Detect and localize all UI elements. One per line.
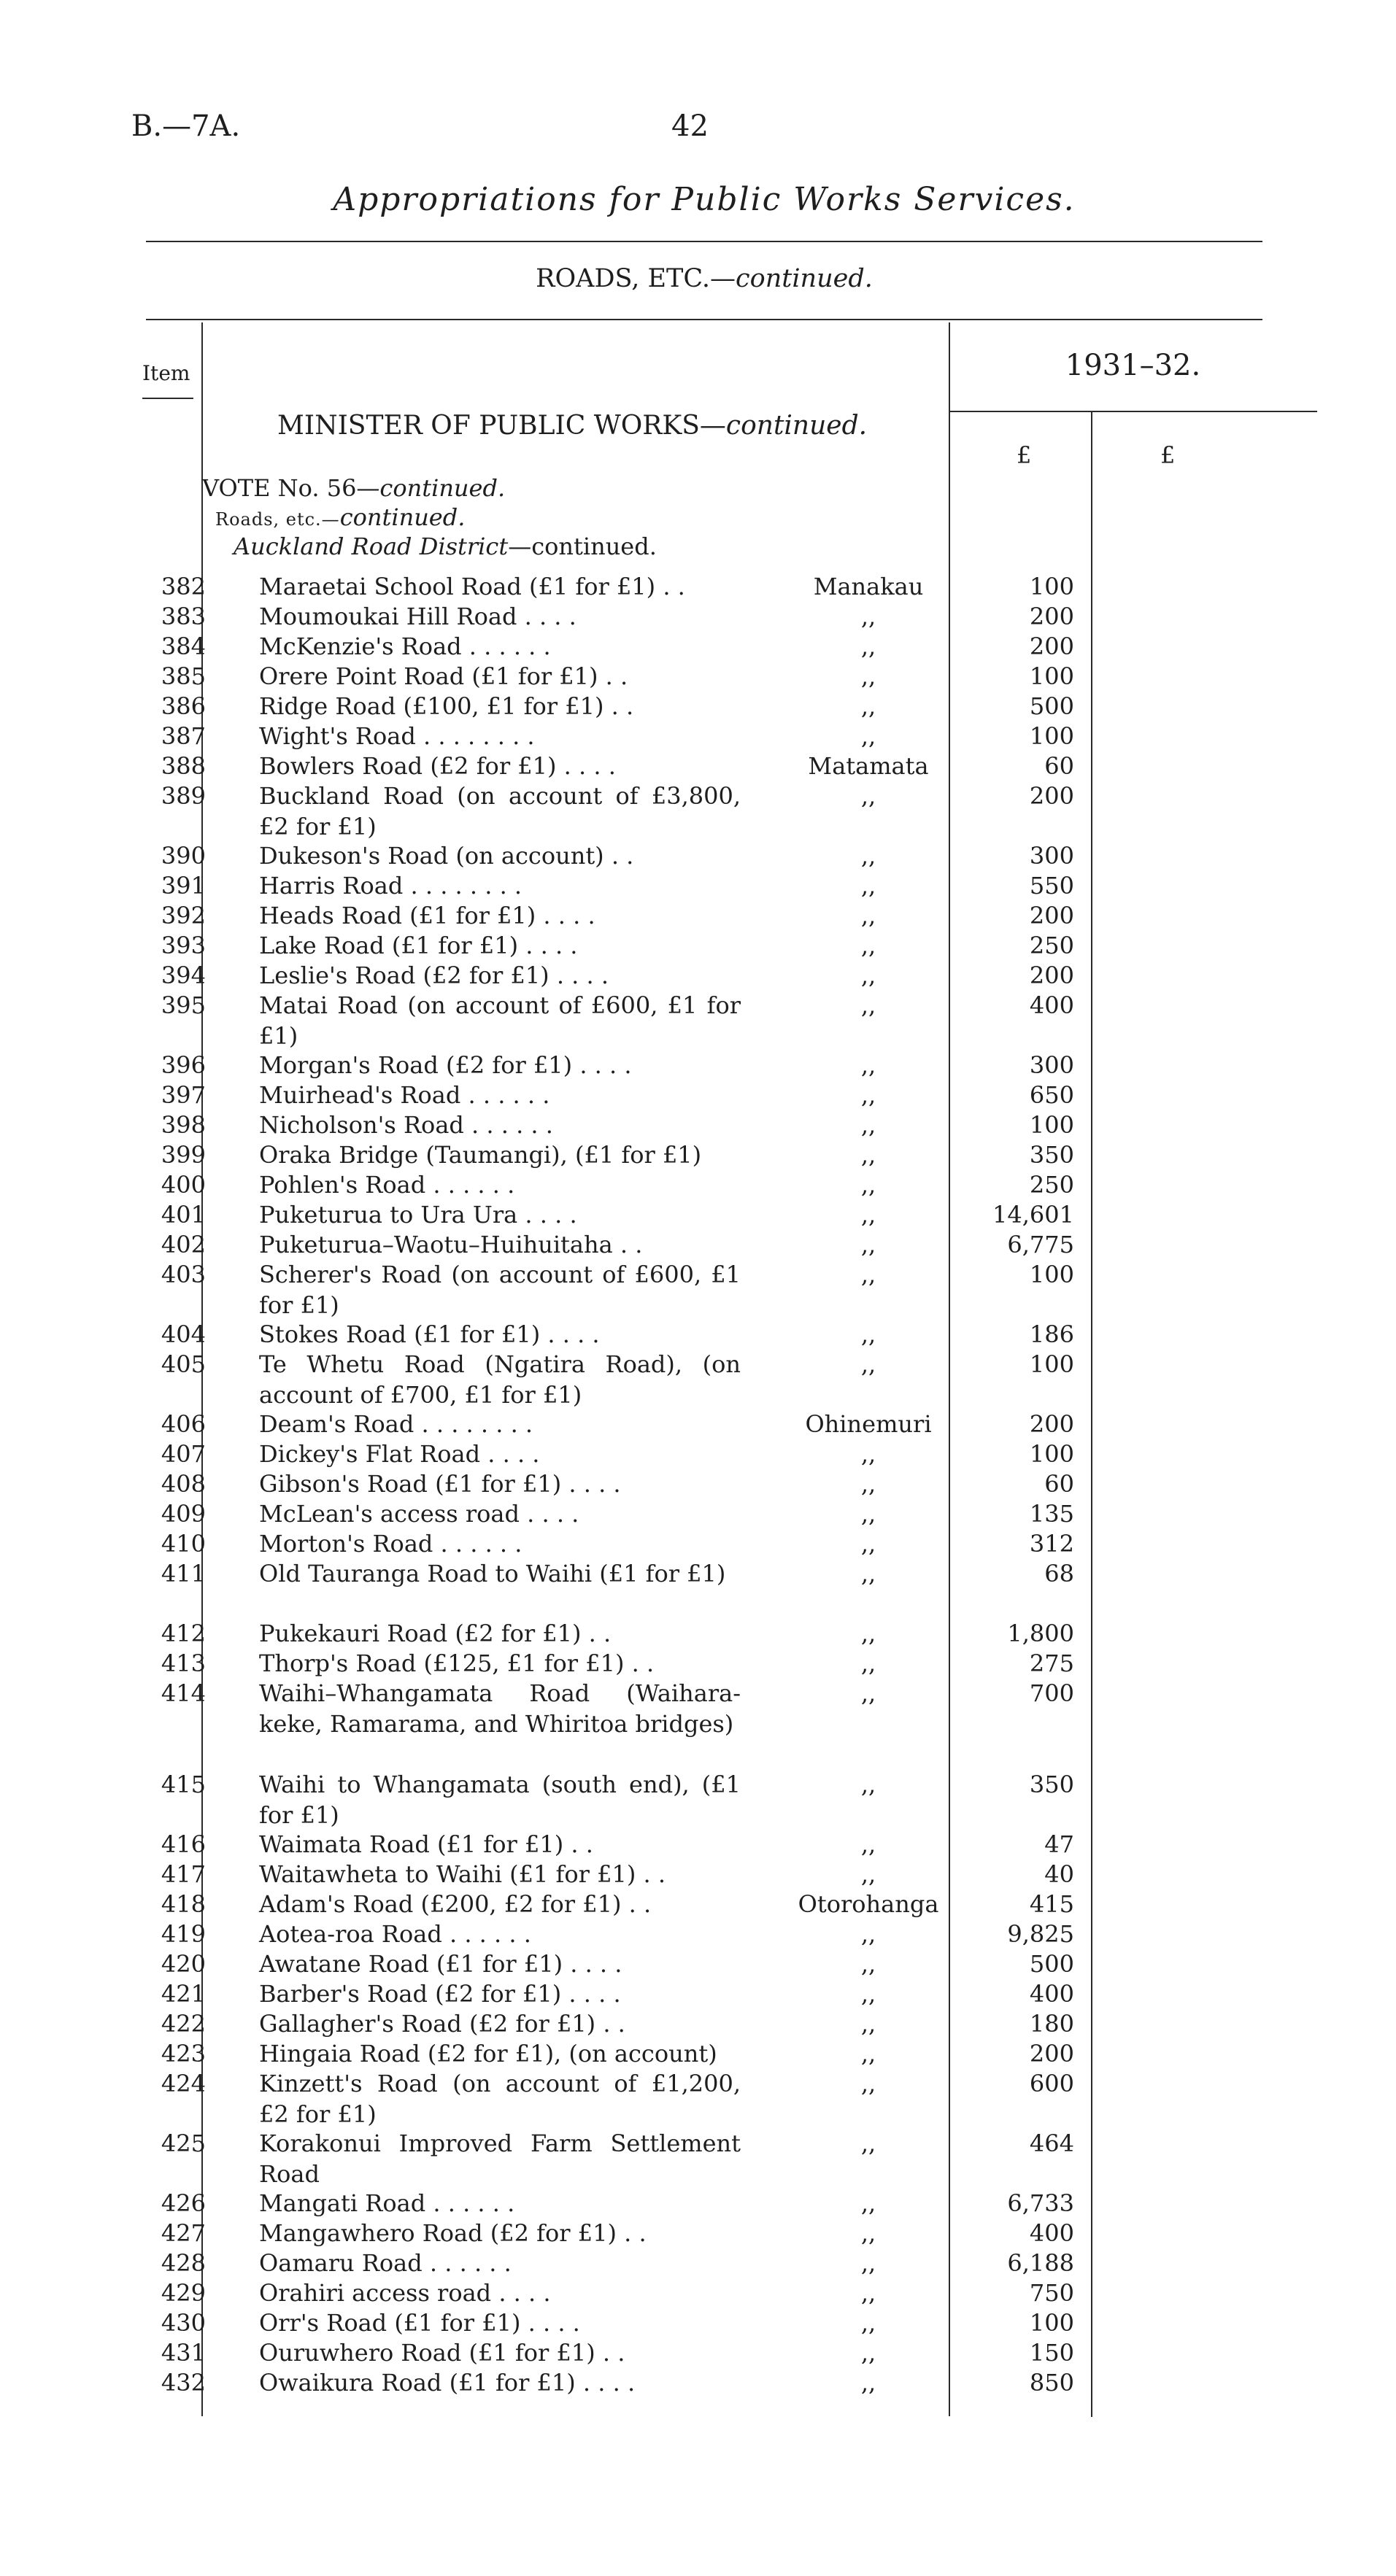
- item-number: 425: [161, 2130, 206, 2157]
- amount-value: 200: [1029, 633, 1074, 660]
- road-description: Lake Road (£1 for £1) . . . .: [259, 932, 578, 959]
- item-number: 417: [161, 1860, 206, 1888]
- district-subheading: [234, 533, 657, 560]
- item-number: 429: [161, 2279, 206, 2307]
- section-heading: [146, 264, 1262, 293]
- road-description: Waihi to Whangamata (south end), (£1 for £1): [259, 1771, 741, 1829]
- district-name: ,,: [860, 1320, 876, 1348]
- amount-column-rule: [949, 322, 950, 2416]
- district-name: ,,: [860, 782, 876, 810]
- road-description: Ouruwhero Road (£1 for £1) . .: [259, 2339, 625, 2367]
- district-name: ,,: [860, 2070, 876, 2097]
- amount-value: 6,733: [1007, 2189, 1074, 2217]
- district-name: ,,: [860, 2040, 876, 2068]
- amount-value: 9,825: [1007, 1920, 1074, 1948]
- section-heading-text: ROADS, ETC.—: [536, 264, 736, 293]
- amount-value: 400: [1029, 991, 1074, 1019]
- road-description: Heads Road (£1 for £1) . . . .: [259, 902, 595, 929]
- district-name: ,,: [860, 1261, 876, 1288]
- amount-value: 850: [1029, 2369, 1074, 2397]
- district-name: ,,: [860, 962, 876, 989]
- item-number: 395: [161, 991, 206, 1019]
- amount-value: 750: [1029, 2279, 1074, 2307]
- amount-value: 100: [1029, 1440, 1074, 1468]
- district-name: ,,: [860, 1560, 876, 1587]
- item-number: 406: [161, 1410, 206, 1438]
- road-description: Nicholson's Road . . . . . .: [259, 1111, 553, 1139]
- district-name: ,,: [860, 1350, 876, 1378]
- district-name: ,,: [860, 902, 876, 929]
- amount-value: 300: [1029, 1051, 1074, 1079]
- amount-value: 100: [1029, 2309, 1074, 2337]
- district-subheading-suffix: —continued.: [508, 533, 657, 560]
- item-number: 405: [161, 1350, 206, 1378]
- amount-value: 100: [1029, 1261, 1074, 1288]
- road-description: Gallagher's Road (£2 for £1) . .: [259, 2010, 625, 2038]
- item-number: 427: [161, 2219, 206, 2247]
- amount-value: 464: [1029, 2130, 1074, 2157]
- year-column-header: 1931–32.: [1065, 349, 1201, 382]
- section-rule: [146, 319, 1262, 320]
- road-description: Old Tauranga Road to Waihi (£1 for £1): [259, 1560, 726, 1587]
- district-name: ,,: [860, 2339, 876, 2367]
- district-name: ,,: [860, 1980, 876, 2008]
- road-description: Te Whetu Road (Ngatira Road), (on account of £700, £1 for £1): [259, 1350, 741, 1409]
- district-name: ,,: [860, 1440, 876, 1468]
- amount-value: 100: [1029, 1350, 1074, 1378]
- amount-value: 200: [1029, 902, 1074, 929]
- district-name: ,,: [860, 1141, 876, 1169]
- amount-value: 275: [1029, 1649, 1074, 1677]
- road-description: Dukeson's Road (on account) . .: [259, 842, 634, 870]
- district-name: ,,: [860, 1950, 876, 1978]
- amount-value: 500: [1029, 1950, 1074, 1978]
- amount-value: 600: [1029, 2070, 1074, 2097]
- road-description: Adam's Road (£200, £2 for £1) . .: [259, 1890, 652, 1918]
- road-description: Oamaru Road . . . . . .: [259, 2249, 512, 2277]
- second-amount-column-rule: [1091, 411, 1092, 2417]
- vote-heading: [202, 474, 505, 502]
- item-number: 430: [161, 2309, 206, 2337]
- amount-value: 100: [1029, 1111, 1074, 1139]
- district-name: ,,: [860, 932, 876, 959]
- item-number: 399: [161, 1141, 206, 1169]
- item-number: 415: [161, 1771, 206, 1798]
- amount-value: 400: [1029, 2219, 1074, 2247]
- road-description: Scherer's Road (on account of £600, £1 for £1): [259, 1261, 741, 1319]
- amount-value: 150: [1029, 2339, 1074, 2367]
- district-name: ,,: [860, 1620, 876, 1647]
- amount-value: 350: [1029, 1141, 1074, 1169]
- road-description: Korakonui Improved Farm Settlement Road: [259, 2130, 741, 2188]
- road-description: Aotea-roa Road . . . . . .: [259, 1920, 531, 1948]
- district-name: ,,: [860, 633, 876, 660]
- district-name: ,,: [860, 1231, 876, 1258]
- district-name: ,,: [860, 722, 876, 750]
- amount-value: 312: [1029, 1530, 1074, 1558]
- road-description: Ridge Road (£100, £1 for £1) . .: [259, 692, 634, 720]
- item-number: 431: [161, 2339, 206, 2367]
- amount-value: 186: [1029, 1320, 1074, 1348]
- road-description: Moumoukai Hill Road . . . .: [259, 603, 576, 630]
- district-name: ,,: [860, 1470, 876, 1498]
- amount-value: 135: [1029, 1500, 1074, 1528]
- road-description: Waitawheta to Waihi (£1 for £1) . .: [259, 1860, 666, 1888]
- title-rule: [146, 241, 1262, 242]
- road-description: Leslie's Road (£2 for £1) . . . .: [259, 962, 609, 989]
- item-number: 382: [161, 573, 206, 600]
- amount-value: 14,601: [992, 1201, 1074, 1229]
- amount-value: 200: [1029, 603, 1074, 630]
- amount-value: 200: [1029, 1410, 1074, 1438]
- page-title: Appropriations for Public Works Services.: [333, 181, 1076, 218]
- amount-value: 550: [1029, 872, 1074, 900]
- district-name: ,,: [860, 1771, 876, 1798]
- item-number: 411: [161, 1560, 206, 1587]
- road-description: Morton's Road . . . . . .: [259, 1530, 522, 1558]
- amount-value: 250: [1029, 932, 1074, 959]
- amount-value: 350: [1029, 1771, 1074, 1798]
- item-number: 393: [161, 932, 206, 959]
- road-description: Pohlen's Road . . . . . .: [259, 1171, 515, 1199]
- pound-column-header-2: £: [1160, 441, 1176, 469]
- item-number: 428: [161, 2249, 206, 2277]
- roads-subheading-text: Roads, etc.—: [215, 509, 340, 530]
- road-description: McKenzie's Road . . . . . .: [259, 633, 551, 660]
- district-name: ,,: [860, 1111, 876, 1139]
- district-name: ,,: [860, 1051, 876, 1079]
- minister-heading: [277, 411, 867, 441]
- item-number: 394: [161, 962, 206, 989]
- district-name: ,,: [860, 692, 876, 720]
- item-number: 426: [161, 2189, 206, 2217]
- road-description: Deam's Road . . . . . . . .: [259, 1410, 533, 1438]
- roads-subheading-suffix: continued.: [339, 503, 466, 531]
- amount-value: 415: [1029, 1890, 1074, 1918]
- district-name: ,,: [860, 1649, 876, 1677]
- minister-heading-suffix: continued.: [725, 411, 868, 441]
- district-name: ,,: [860, 1081, 876, 1109]
- road-description: Barber's Road (£2 for £1) . . . .: [259, 1980, 621, 2008]
- road-description: Waimata Road (£1 for £1) . .: [259, 1830, 593, 1858]
- amount-value: 60: [1044, 752, 1074, 780]
- item-number: 422: [161, 2010, 206, 2038]
- item-number: 389: [161, 782, 206, 810]
- item-number: 402: [161, 1231, 206, 1258]
- item-number: 432: [161, 2369, 206, 2397]
- pound-column-header-1: £: [1017, 441, 1032, 469]
- road-description: Dickey's Flat Road . . . .: [259, 1440, 540, 1468]
- road-description: Waihi–Whangamata Road (Waihara-keke, Ramarama, and Whiritoa bridges): [259, 1679, 741, 1738]
- amount-value: 40: [1044, 1860, 1074, 1888]
- road-description: Oraka Bridge (Taumangi), (£1 for £1): [259, 1141, 702, 1169]
- district-name: ,,: [860, 1530, 876, 1558]
- section-heading-suffix: continued.: [736, 264, 873, 293]
- road-description: Puketurua to Ura Ura . . . .: [259, 1201, 577, 1229]
- amount-value: 47: [1044, 1830, 1074, 1858]
- district-name: ,,: [860, 2249, 876, 2277]
- district-name: ,,: [860, 842, 876, 870]
- road-description: Kinzett's Road (on account of £1,200, £2 for £1): [259, 2070, 741, 2128]
- district-name: ,,: [860, 2130, 876, 2157]
- district-name: ,,: [860, 1679, 876, 1707]
- item-number: 404: [161, 1320, 206, 1348]
- year-header-underline: [949, 411, 1317, 412]
- item-number: 391: [161, 872, 206, 900]
- amount-value: 68: [1044, 1560, 1074, 1587]
- district-name: ,,: [860, 2369, 876, 2397]
- district-name: ,,: [860, 2219, 876, 2247]
- district-name: ,,: [860, 1920, 876, 1948]
- item-number: 384: [161, 633, 206, 660]
- road-description: Stokes Road (£1 for £1) . . . .: [259, 1320, 600, 1348]
- district-name: ,,: [860, 1860, 876, 1888]
- item-number: 416: [161, 1830, 206, 1858]
- road-description: Thorp's Road (£125, £1 for £1) . .: [259, 1649, 655, 1677]
- road-description: Morgan's Road (£2 for £1) . . . .: [259, 1051, 632, 1079]
- road-description: Orahiri access road . . . .: [259, 2279, 551, 2307]
- item-number: 413: [161, 1649, 206, 1677]
- amount-value: 6,188: [1007, 2249, 1074, 2277]
- item-number: 420: [161, 1950, 206, 1978]
- road-description: Awatane Road (£1 for £1) . . . .: [259, 1950, 622, 1978]
- item-number: 423: [161, 2040, 206, 2068]
- road-description: Owaikura Road (£1 for £1) . . . .: [259, 2369, 636, 2397]
- roads-subheading: [215, 503, 465, 531]
- road-description: Wight's Road . . . . . . . .: [259, 722, 535, 750]
- district-name: ,,: [860, 2309, 876, 2337]
- amount-value: 100: [1029, 573, 1074, 600]
- district-name: ,,: [860, 2010, 876, 2038]
- district-name: ,,: [860, 991, 876, 1019]
- road-description: Orr's Road (£1 for £1) . . . .: [259, 2309, 580, 2337]
- road-description: Puketurua–Waotu–Huihuitaha . .: [259, 1231, 643, 1258]
- road-description: McLean's access road . . . .: [259, 1500, 579, 1528]
- road-description: Pukekauri Road (£2 for £1) . .: [259, 1620, 612, 1647]
- amount-value: 100: [1029, 722, 1074, 750]
- district-name: Ohinemuri: [805, 1410, 932, 1438]
- amount-value: 250: [1029, 1171, 1074, 1199]
- district-name: ,,: [860, 2189, 876, 2217]
- district-name: Auckland Road District: [234, 533, 509, 560]
- report-reference: B.—7A.: [131, 109, 241, 143]
- road-description: Maraetai School Road (£1 for £1) . .: [259, 573, 685, 600]
- amount-value: 700: [1029, 1679, 1074, 1707]
- item-number: 409: [161, 1500, 206, 1528]
- district-name: ,,: [860, 662, 876, 690]
- district-name: ,,: [860, 1171, 876, 1199]
- amount-value: 300: [1029, 842, 1074, 870]
- amount-value: 200: [1029, 962, 1074, 989]
- item-column-header: Item: [142, 361, 190, 385]
- item-number: 410: [161, 1530, 206, 1558]
- item-header-underline: [142, 398, 193, 399]
- item-number: 414: [161, 1679, 206, 1707]
- vote-heading-text: VOTE No. 56—: [202, 474, 380, 502]
- item-number: 412: [161, 1620, 206, 1647]
- item-number: 408: [161, 1470, 206, 1498]
- district-name: ,,: [860, 872, 876, 900]
- item-number: 387: [161, 722, 206, 750]
- road-description: Muirhead's Road . . . . . .: [259, 1081, 550, 1109]
- item-number: 385: [161, 662, 206, 690]
- amount-value: 60: [1044, 1470, 1074, 1498]
- item-number: 390: [161, 842, 206, 870]
- road-description: Harris Road . . . . . . . .: [259, 872, 522, 900]
- district-name: ,,: [860, 1201, 876, 1229]
- item-number: 383: [161, 603, 206, 630]
- district-name: ,,: [860, 2279, 876, 2307]
- road-description: Matai Road (on account of £600, £1 for £1): [259, 991, 741, 1050]
- district-name: Matamata: [808, 752, 929, 780]
- item-number: 392: [161, 902, 206, 929]
- district-name: ,,: [860, 1830, 876, 1858]
- item-number: 418: [161, 1890, 206, 1918]
- road-description: Gibson's Road (£1 for £1) . . . .: [259, 1470, 621, 1498]
- item-number: 388: [161, 752, 206, 780]
- district-name: Otorohanga: [798, 1890, 939, 1918]
- amount-value: 400: [1029, 1980, 1074, 2008]
- amount-value: 500: [1029, 692, 1074, 720]
- minister-heading-text: MINISTER OF PUBLIC WORKS—: [277, 411, 726, 441]
- item-number: 419: [161, 1920, 206, 1948]
- amount-value: 200: [1029, 2040, 1074, 2068]
- page-number: 42: [671, 109, 709, 143]
- road-description: Orere Point Road (£1 for £1) . .: [259, 662, 628, 690]
- amount-value: 100: [1029, 662, 1074, 690]
- item-number: 403: [161, 1261, 206, 1288]
- road-description: Bowlers Road (£2 for £1) . . . .: [259, 752, 616, 780]
- vote-heading-suffix: continued.: [379, 474, 506, 502]
- item-number: 400: [161, 1171, 206, 1199]
- item-number: 407: [161, 1440, 206, 1468]
- amount-value: 6,775: [1007, 1231, 1074, 1258]
- road-description: Buckland Road (on account of £3,800, £2 for £1): [259, 782, 741, 840]
- road-description: Mangawhero Road (£2 for £1) . .: [259, 2219, 647, 2247]
- item-number: 421: [161, 1980, 206, 2008]
- amount-value: 180: [1029, 2010, 1074, 2038]
- amount-value: 1,800: [1007, 1620, 1074, 1647]
- road-description: Mangati Road . . . . . .: [259, 2189, 515, 2217]
- road-description: Hingaia Road (£2 for £1), (on account): [259, 2040, 717, 2068]
- amount-value: 200: [1029, 782, 1074, 810]
- item-number: 386: [161, 692, 206, 720]
- item-number: 401: [161, 1201, 206, 1229]
- item-number: 397: [161, 1081, 206, 1109]
- district-name: Manakau: [813, 573, 924, 600]
- amount-value: 650: [1029, 1081, 1074, 1109]
- item-number: 398: [161, 1111, 206, 1139]
- item-number: 396: [161, 1051, 206, 1079]
- district-name: ,,: [860, 1500, 876, 1528]
- item-number: 424: [161, 2070, 206, 2097]
- district-name: ,,: [860, 603, 876, 630]
